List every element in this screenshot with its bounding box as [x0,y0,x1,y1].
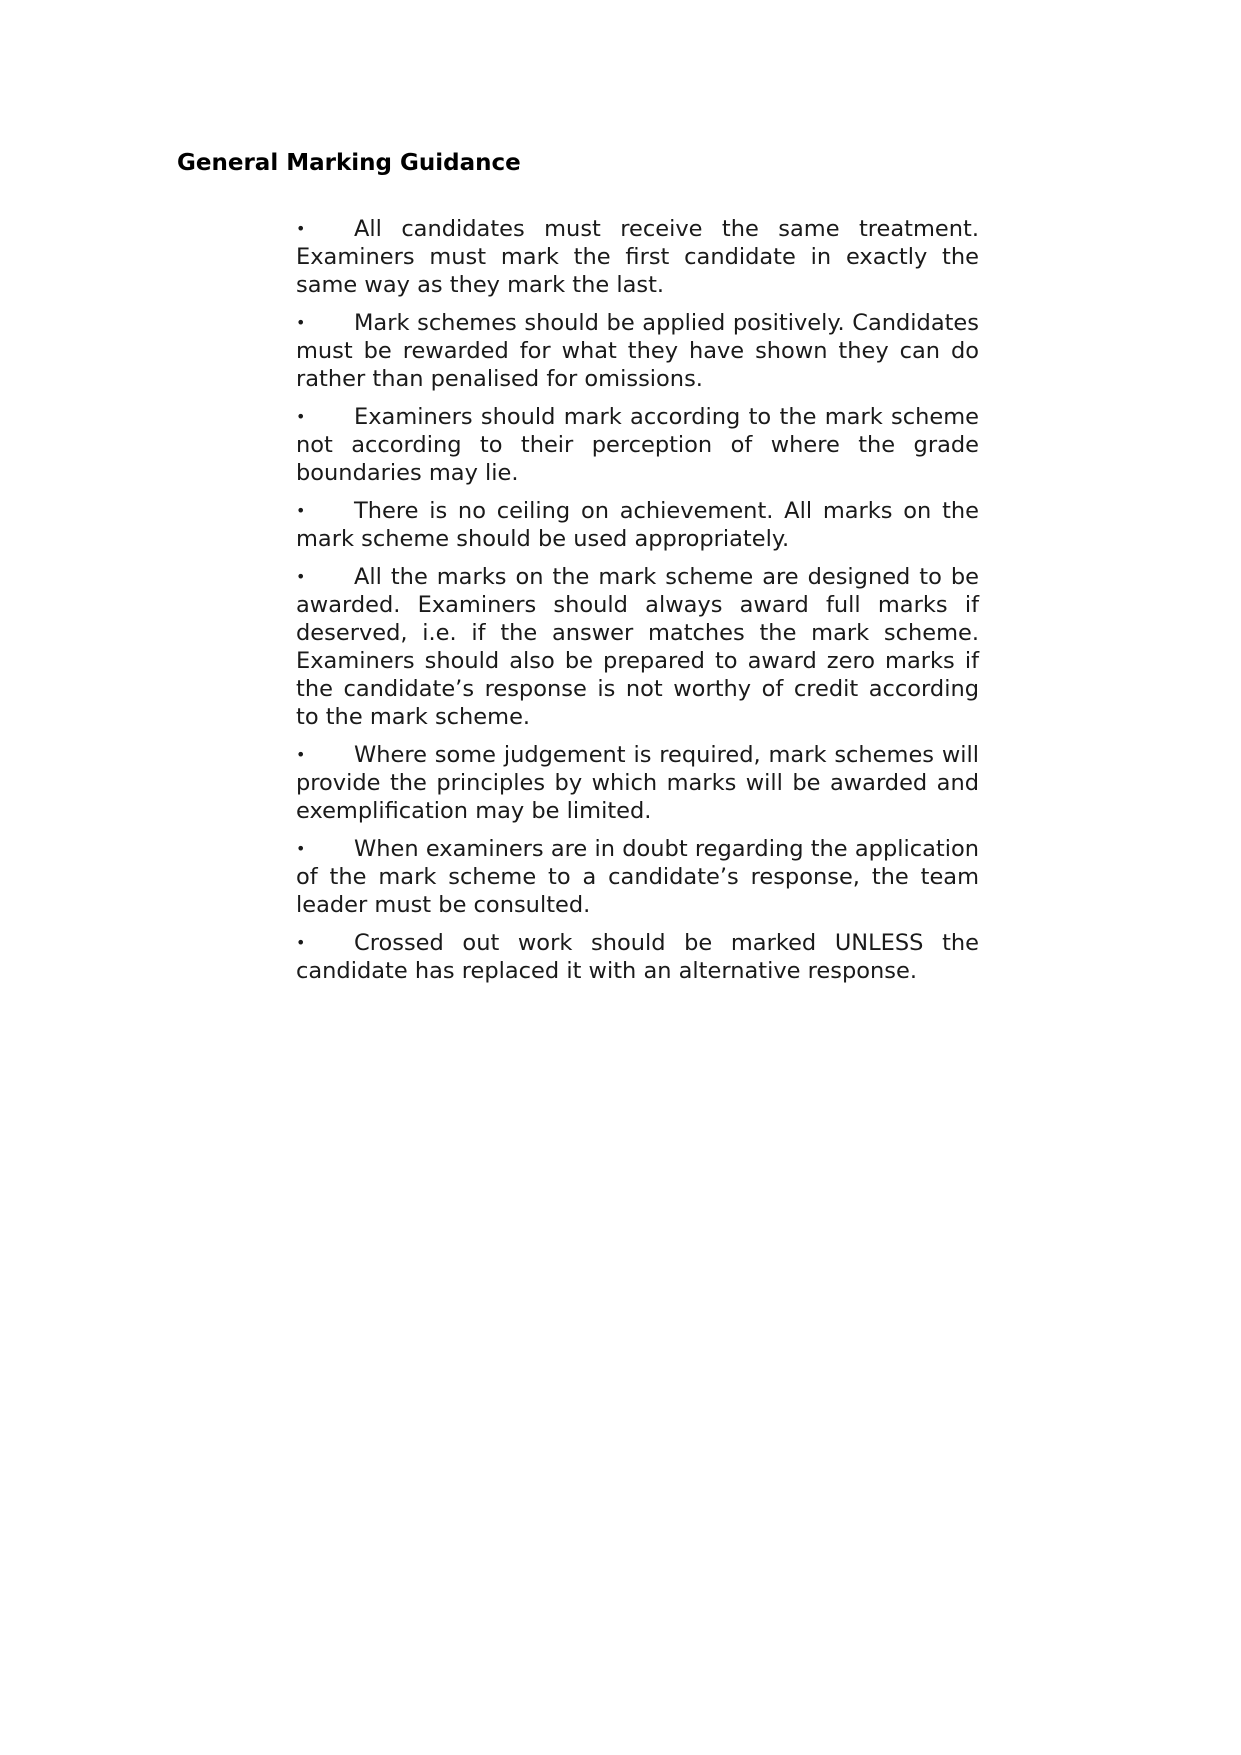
bullet-icon: • [296,567,306,586]
guidance-item-text: Examiners should mark according to the mark scheme not according to their perception of where the grade boundaries may lie. [296,404,979,486]
bullet-icon: • [296,745,306,764]
guidance-item-text: All the marks on the mark scheme are designed to be awarded. Examiners should always award full marks if deserved, i.e. if the answer matches the mark scheme. Examiners should also be prepared to award zero marks if the candidate’s response is not worthy of credit according to the mark scheme. [296,564,979,730]
guidance-list [296,215,979,995]
guidance-item-3 [296,403,979,487]
bullet-icon: • [296,407,306,426]
guidance-item-2 [296,309,979,393]
guidance-item-4 [296,497,979,553]
guidance-item-text: Crossed out work should be marked UNLESS the candidate has replaced it with an alternative response. [296,930,979,984]
guidance-item-8 [296,929,979,985]
guidance-item-text: Mark schemes should be applied positively. Candidates must be rewarded for what they have shown they can do rather than penalised for omissions. [296,310,979,392]
bullet-icon: • [296,501,306,520]
guidance-item-1 [296,215,979,299]
bullet-icon: • [296,313,306,332]
guidance-item-5 [296,563,979,731]
bullet-icon: • [296,933,306,952]
guidance-item-text: Where some judgement is required, mark schemes will provide the principles by which marks will be awarded and exemplification may be limited. [296,742,979,824]
bullet-icon: • [296,839,306,858]
guidance-item-6 [296,741,979,825]
guidance-item-text: When examiners are in doubt regarding the application of the mark scheme to a candidate’s response, the team leader must be consulted. [296,836,979,918]
guidance-item-text: There is no ceiling on achievement. All marks on the mark scheme should be used appropriately. [296,498,979,552]
guidance-item-text: All candidates must receive the same treatment. Examiners must mark the first candidate in exactly the same way as they mark the last. [296,216,979,298]
bullet-icon: • [296,219,306,238]
page-title: General Marking Guidance [177,150,521,176]
guidance-item-7 [296,835,979,919]
